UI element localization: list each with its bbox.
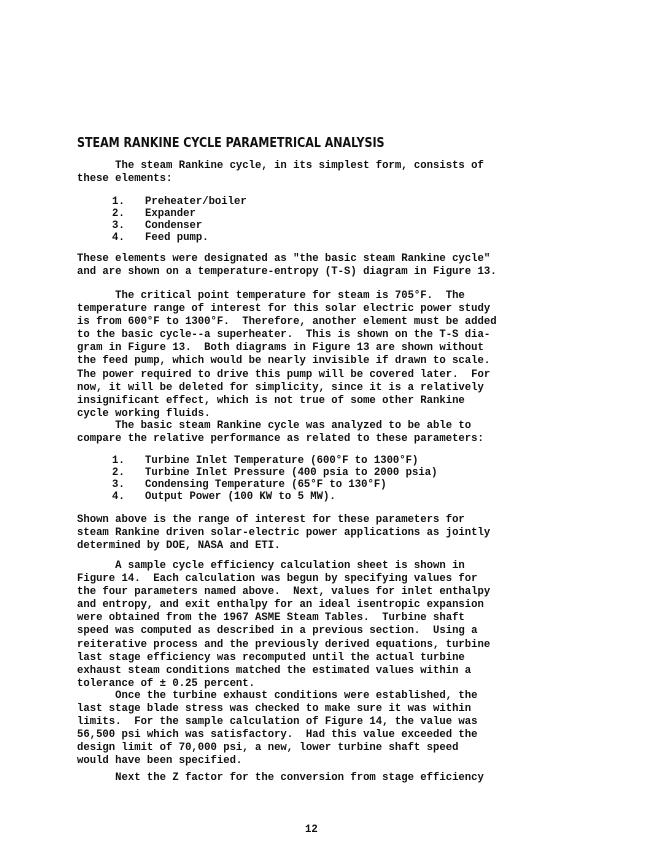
list-item [112,220,247,232]
section-heading: STEAM RANKINE CYCLE PARAMETRICAL ANALYSIS [77,135,385,151]
list-item-number: 1. [112,455,125,467]
list-item-text: Expander [145,208,196,220]
list-item-text: Output Power (100 KW to 5 MW). [145,491,336,503]
list-item-number: 1. [112,196,125,208]
list-item [112,455,437,467]
list-item-text: Preheater/boiler [145,196,247,208]
list-item-text: Feed pump. [145,232,209,244]
list-item [112,479,437,491]
paragraph-range-of-interest: Shown above is the range of interest for these parameters for steam Rankine driven solar-electric power applications as jointly determined by DOE, NASA and ETI. [77,514,491,553]
elements-list [112,196,247,244]
list-item-number: 3. [112,220,125,232]
page-number: 12 [305,824,318,836]
list-item-text: Turbine Inlet Pressure (400 psia to 2000 psia) [145,467,438,479]
paragraph-blade-stress: Once the turbine exhaust conditions were established, the last stage blade stress was checked to make sure it was within limits. For the sample calculation of Figure 14, the value was 56,500 psi which was satisfactory. Had this value exceeded the design limit of 70,000 psi, a new, lower turbine shaft speed would have been specified. [77,690,478,768]
list-item-number: 4. [112,491,125,503]
list-item-text: Condensing Temperature (65°F to 130°F) [145,479,387,491]
list-item-text: Turbine Inlet Temperature (600°F to 1300°F) [145,455,419,467]
list-item [112,208,247,220]
list-item-number: 2. [112,208,125,220]
paragraph-basic-cycle: These elements were designated as "the basic steam Rankine cycle" and are shown on a temperature-entropy (T-S) diagram in Figure 13. [77,253,497,279]
list-item-number: 2. [112,467,125,479]
paragraph-sample-calculation: A sample cycle efficiency calculation sheet is shown in Figure 14. Each calculation was begun by specifying values for the four parameters named above. Next, values for inlet enthalpy and entropy, and exit enthalpy for an ideal isentropic expansion were obtained from the 1967 ASME Steam Tables. Turbine shaft speed was computed as described in a previous section. Using a reiterative process and the previously derived equations, turbine last stage efficiency was recomputed until the actual turbine exhaust steam conditions matched the estimated values within a tolerance of ± 0.25 percent. [77,560,491,690]
paragraph-intro: The steam Rankine cycle, in its simplest form, consists of these elements: [77,160,484,186]
list-item [112,232,247,244]
list-item [112,467,437,479]
parameters-list [112,455,437,503]
paragraph-parameters-intro: The basic steam Rankine cycle was analyzed to be able to compare the relative performance as related to these parameters: [77,420,484,446]
list-item-number: 4. [112,232,125,244]
list-item [112,491,437,503]
paragraph-z-factor: Next the Z factor for the conversion from stage efficiency [77,772,484,784]
list-item-text: Condenser [145,220,203,232]
list-item-number: 3. [112,479,125,491]
paragraph-critical-point: The critical point temperature for steam is 705°F. The temperature range of interest for this solar electric power study is from 600°F to 1300°F. Therefore, another element must be added to the basic cycle--a superheater. This is shown on the T-S dia- gram in Figure 13. Both diagrams in Figure 13 are shown without the feed pump, which would be nearly invisible if drawn to scale. The power required to drive this pump will be covered later. For now, it will be deleted for simplicity, since it is a relatively insignificant effect, which is not true of some other Rankine cycle working fluids. [77,290,497,420]
list-item [112,196,247,208]
